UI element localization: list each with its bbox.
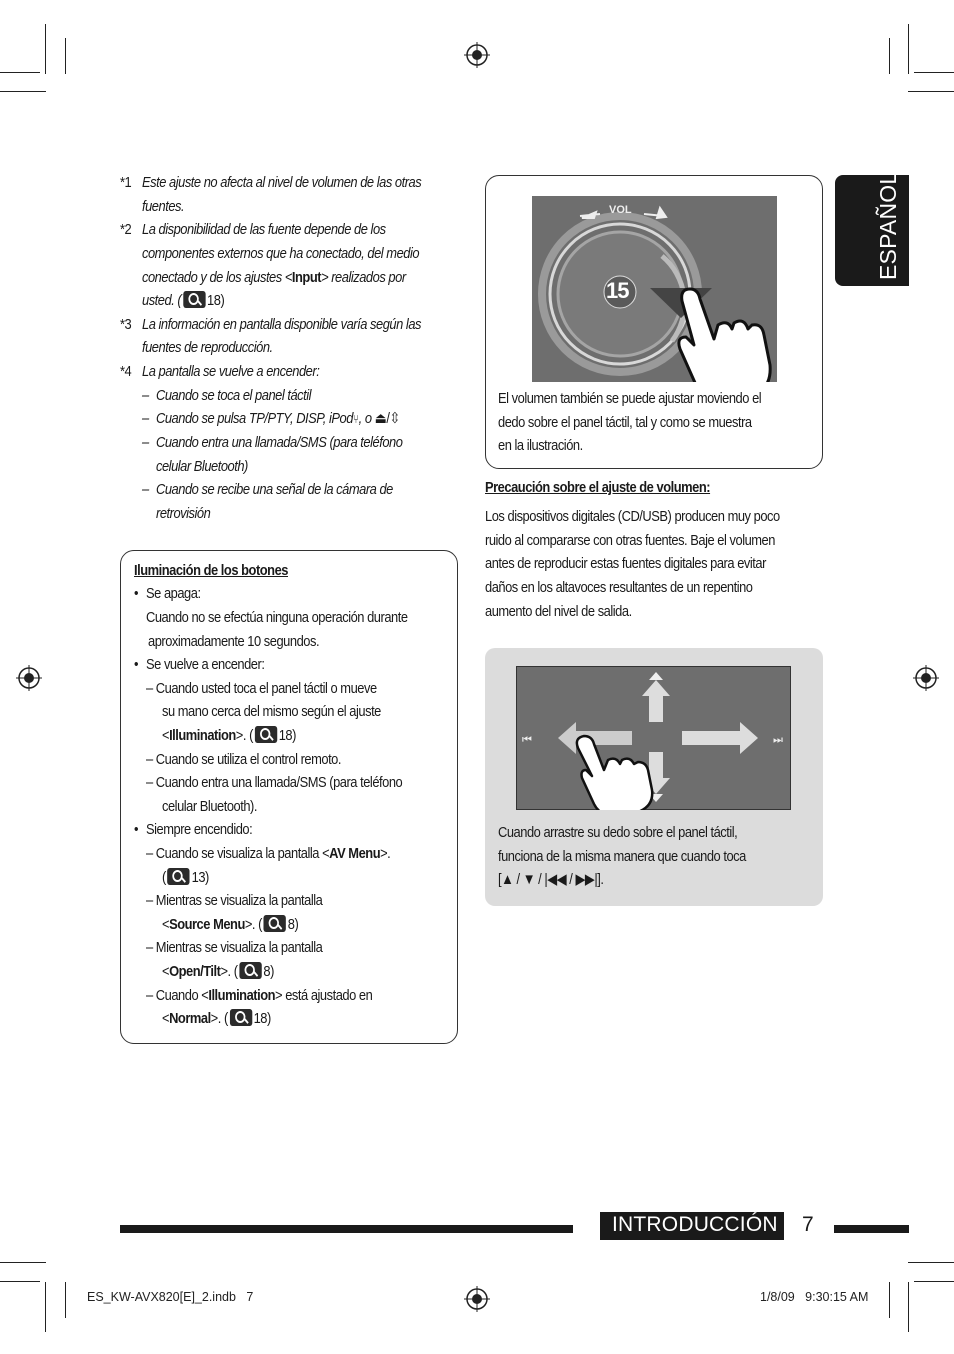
language-tab [835, 171, 909, 286]
registration-mark-bottom [464, 1286, 490, 1312]
illumination-text: – Cuando entra una llamada/SMS (para teléfono [146, 774, 403, 791]
illumination-text: <Illumination>. ( 18) [162, 727, 296, 744]
vol-label: VOL [609, 204, 632, 216]
svg-text:⏭: ⏭ [773, 733, 783, 746]
footnote-mark: *2 [120, 221, 132, 238]
precaution-text: daños en los altavoces resultantes de un repentino [485, 579, 753, 596]
footnote-dash: – [142, 387, 149, 404]
volume-caption: dedo sobre el panel táctil, tal y como se muestra [498, 414, 752, 431]
section-label-text: INTRODUCCIÓN [612, 1213, 778, 1236]
illumination-title: Iluminación de los botones [134, 562, 288, 579]
footnote-mark: *3 [120, 316, 132, 333]
bullet: • [134, 656, 139, 673]
svg-text:⏮: ⏮ [522, 733, 532, 746]
footnote-text: componentes externos que ha conectado, del medio [142, 245, 420, 262]
illumination-text: – Cuando <Illumination> está ajustado en [146, 987, 373, 1004]
footnote-dash: – [142, 434, 149, 451]
illumination-text: – Mientras se visualiza la pantalla [146, 939, 323, 956]
illumination-off-label: Se apaga: [146, 585, 201, 602]
footnote-dash: – [142, 410, 149, 427]
usb-icon: ⑂ [352, 412, 359, 426]
precaution-text: aumento del nivel de salida. [485, 603, 632, 620]
search-icon [264, 915, 286, 932]
precaution-title: Precaución sobre el ajuste de volumen: [485, 479, 711, 496]
search-icon [183, 291, 205, 308]
volume-illustration [532, 196, 777, 382]
bullet: • [134, 821, 139, 838]
illumination-text: <Open/Tilt>. ( 8) [162, 963, 274, 980]
volume-caption: El volumen también se puede ajustar moviendo el [498, 390, 762, 407]
illumination-text: <Normal>. ( 18) [162, 1010, 271, 1027]
illumination-always-label: Siempre encendido: [146, 821, 253, 838]
drag-illustration [516, 666, 791, 810]
bullet: • [134, 585, 139, 602]
illumination-text: – Mientras se visualiza la pantalla [146, 892, 323, 909]
illumination-text: – Cuando usted toca el panel táctil o mueve [146, 680, 377, 697]
search-icon [168, 868, 190, 885]
precaution-text: ruido al compararse con otras fuentes. Baje el volumen [485, 532, 775, 549]
footer-rule-right [834, 1225, 909, 1233]
footnote-mark: *1 [120, 174, 132, 191]
footnote-text: fuentes. [142, 198, 185, 215]
illumination-on-label: Se vuelve a encender: [146, 656, 265, 673]
footnote-text: La pantalla se vuelve a encender: [142, 363, 320, 380]
illumination-text: su mano cerca del mismo según el ajuste [162, 703, 381, 720]
footnote-text: usted. ( 18) [142, 292, 225, 309]
illumination-text: aproximadamente 10 segundos. [148, 633, 320, 650]
search-icon [239, 962, 261, 979]
eject-icon: ⏏/⇳ [374, 410, 400, 427]
drag-caption: [▲ / ▼ / |◀◀ / ▶▶|]. [498, 871, 604, 888]
print-file-name: ES_KW-AVX820[E]_2.indb 7 [87, 1290, 254, 1304]
illumination-text: celular Bluetooth). [162, 798, 257, 815]
footnote-text: La disponibilidad de las fuente depende de los [142, 221, 386, 238]
print-timestamp: 1/8/09 9:30:15 AM [760, 1290, 869, 1304]
footnote-text: La información en pantalla disponible varía según las [142, 316, 422, 333]
footnote-text: Cuando se pulsa TP/PTY, DISP, iPod⑂, o ⏏/⇳ [156, 410, 400, 427]
footnote-text: fuentes de reproducción. [142, 339, 273, 356]
footnote-text: Cuando se toca el panel táctil [156, 387, 312, 404]
footnote-mark: *4 [120, 363, 132, 380]
registration-mark-left [16, 665, 42, 691]
volume-caption: en la ilustración. [498, 437, 583, 454]
page-number: 7 [802, 1213, 814, 1236]
footnote-dash: – [142, 481, 149, 498]
illumination-text: ( 13) [162, 869, 209, 886]
search-icon [230, 1009, 252, 1026]
footnote-text: conectado y de los ajustes <Input> realizados por [142, 269, 406, 286]
registration-mark-top [464, 42, 490, 68]
footnote-text: Cuando entra una llamada/SMS (para teléfono [156, 434, 403, 451]
illumination-text: – Cuando se utiliza el control remoto. [146, 751, 341, 768]
language-tab-label: ESPAÑOL [875, 171, 901, 280]
illumination-text: Cuando no se efectúa ninguna operación durante [146, 609, 408, 626]
footnote-text: celular Bluetooth) [156, 458, 248, 475]
footer-rule-left [120, 1225, 573, 1233]
footnote-text: Este ajuste no afecta al nivel de volumen de las otras [142, 174, 422, 191]
search-icon [255, 726, 277, 743]
footnote-text: Cuando se recibe una señal de la cámara de [156, 481, 393, 498]
illumination-text: <Source Menu>. ( 8) [162, 916, 299, 933]
drag-caption: funciona de la misma manera que cuando toca [498, 848, 746, 865]
illumination-text: – Cuando se visualiza la pantalla <AV Menu>. [146, 845, 391, 862]
precaution-text: Los dispositivos digitales (CD/USB) producen muy poco [485, 508, 780, 525]
drag-caption: Cuando arrastre su dedo sobre el panel táctil, [498, 824, 738, 841]
registration-mark-right [913, 665, 939, 691]
precaution-text: antes de reproducir estas fuentes digitales para evitar [485, 555, 766, 572]
footnote-text: retrovisión [156, 505, 211, 522]
volume-level: 15 [606, 278, 629, 303]
section-label [600, 1212, 784, 1240]
